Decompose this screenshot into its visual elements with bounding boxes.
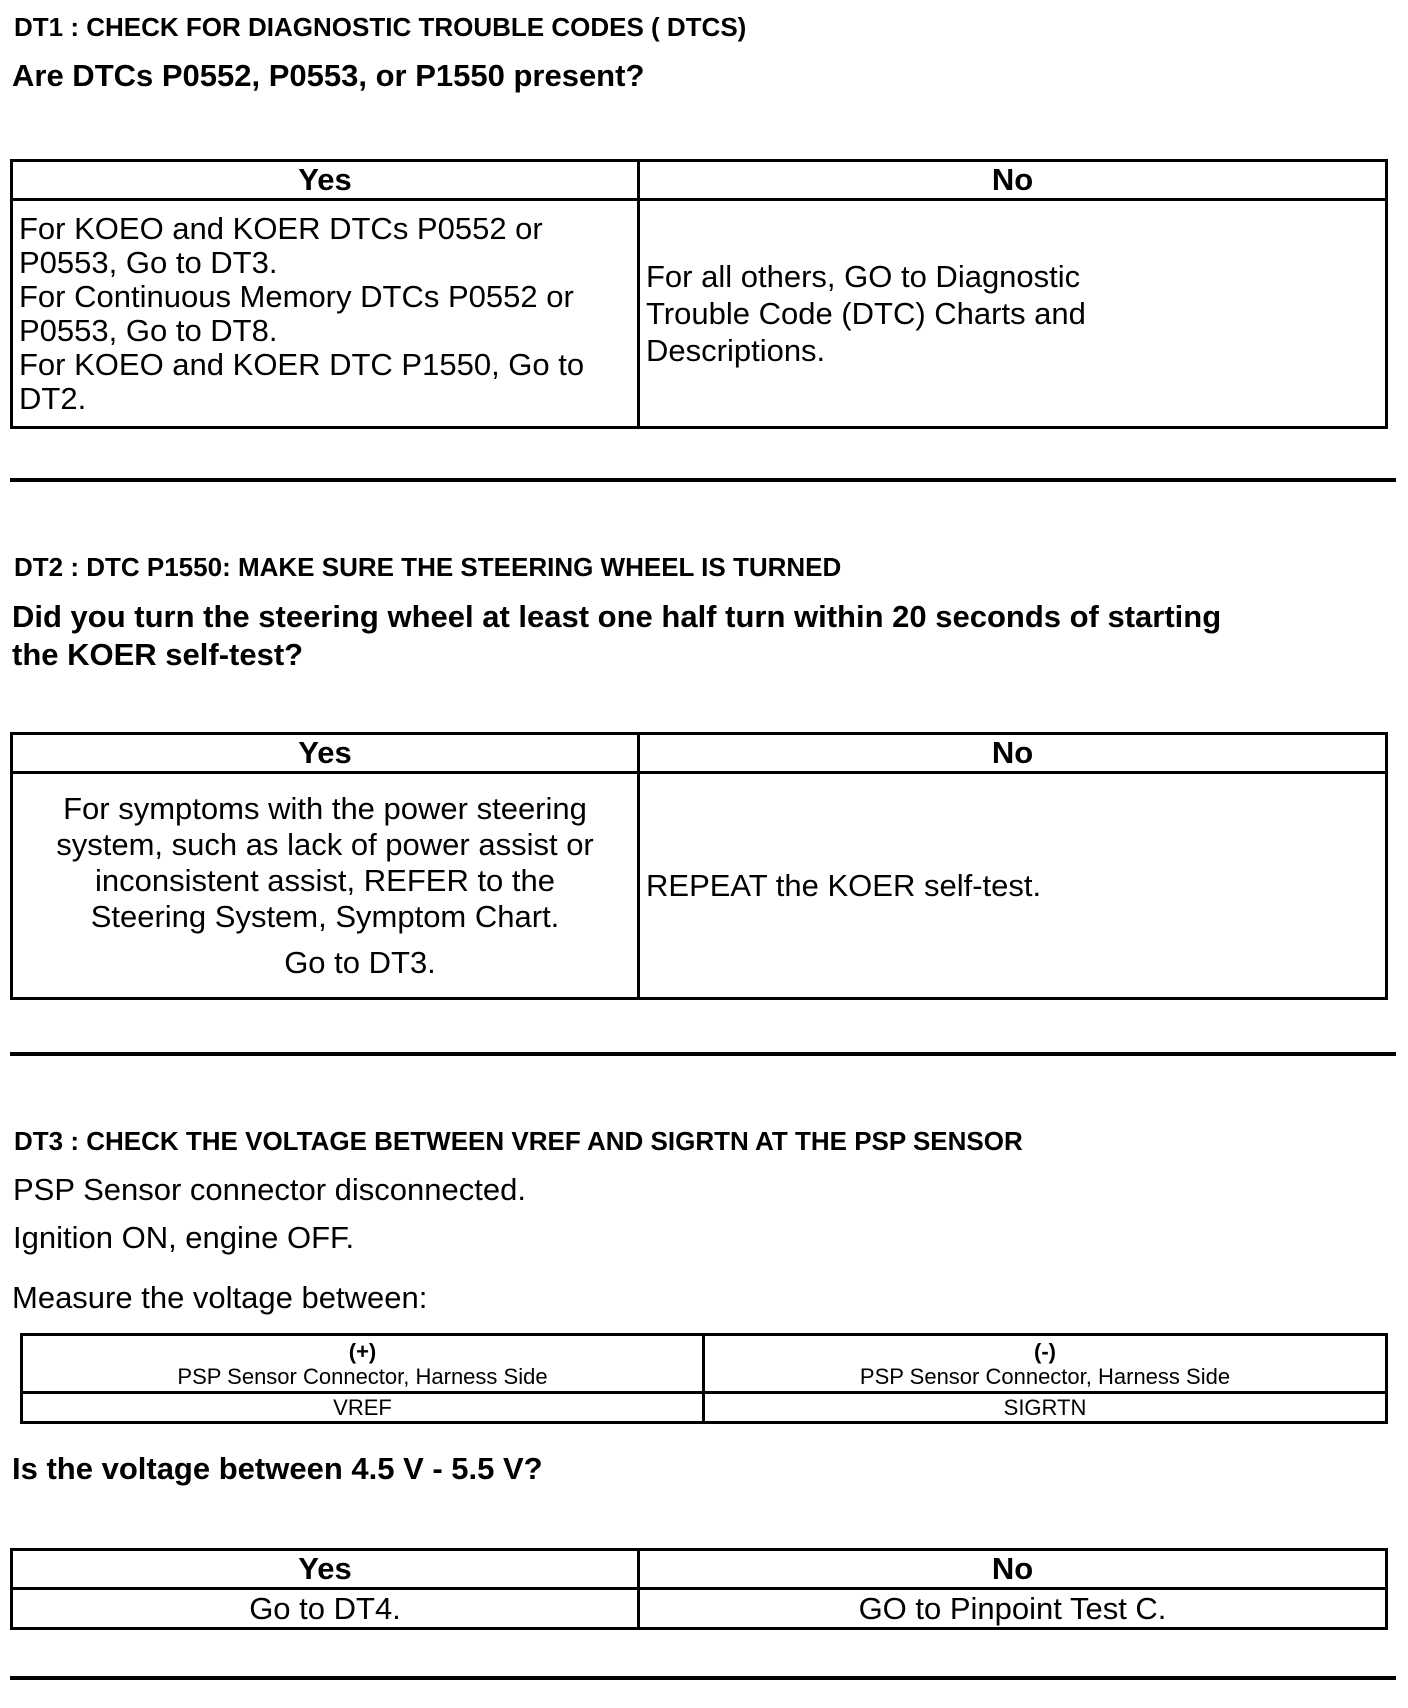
dt2-no-header: No: [639, 734, 1387, 773]
section-divider: [10, 1676, 1396, 1680]
dt1-title: DT1 : CHECK FOR DIAGNOSTIC TROUBLE CODES ( DTCS): [14, 12, 747, 42]
dt1-yes-line: For Continuous Memory DTCs P0552 or: [19, 278, 574, 314]
positive-value: VREF: [22, 1393, 704, 1423]
dt3-answer-table: [10, 1548, 1388, 1630]
dt3-yes-cell: Go to DT4.: [12, 1589, 639, 1629]
dt2-title: DT2 : DTC P1550: MAKE SURE THE STEERING WHEEL IS TURNED: [14, 552, 842, 582]
dt2-yes-header: Yes: [12, 734, 639, 773]
dt1-yes-line: P0553, Go to DT3.: [19, 244, 278, 280]
negative-lead-header: [704, 1335, 1387, 1393]
dt2-yes-line: Steering System, Symptom Chart.: [90, 898, 560, 934]
dt1-yes-line: DT2.: [19, 380, 87, 416]
dt1-yes-line: For KOEO and KOER DTCs P0552 or: [19, 210, 543, 246]
dt2-no-cell: REPEAT the KOER self-test.: [639, 773, 1387, 999]
dt3-instruction: Ignition ON, engine OFF.: [13, 1220, 355, 1255]
dt2-yes-line: inconsistent assist, REFER to the: [94, 862, 556, 898]
dt1-yes-line: For KOEO and KOER DTC P1550, Go to: [19, 346, 585, 382]
dt3-no-cell: GO to Pinpoint Test C.: [639, 1589, 1387, 1629]
dt2-yes-line: For symptoms with the power steering: [63, 790, 587, 826]
dt3-measure-label: Measure the voltage between:: [12, 1280, 428, 1315]
dt1-yes-line: P0553, Go to DT8.: [19, 312, 278, 348]
dt3-measure-table: [20, 1333, 1388, 1424]
dt1-no-line: For all others, GO to Diagnostic: [646, 259, 1081, 294]
dt3-no-header: No: [639, 1550, 1387, 1589]
dt1-no-line: Trouble Code (DTC) Charts and: [646, 296, 1086, 331]
dt2-answer-table: [10, 732, 1388, 1000]
dt1-no-cell: [639, 200, 1387, 428]
dt2-question-line: the KOER self-test?: [12, 637, 304, 672]
positive-label: PSP Sensor Connector, Harness Side: [177, 1363, 548, 1389]
negative-value: SIGRTN: [704, 1393, 1387, 1423]
positive-lead-header: [22, 1335, 704, 1393]
dt3-question: Is the voltage between 4.5 V - 5.5 V?: [12, 1451, 543, 1486]
dt1-yes-cell: [12, 200, 639, 428]
dt2-yes-line: system, such as lack of power assist or: [56, 826, 594, 862]
negative-label: PSP Sensor Connector, Harness Side: [859, 1363, 1231, 1389]
dt1-question: Are DTCs P0552, P0553, or P1550 present?: [12, 58, 645, 93]
dt1-yes-header: Yes: [12, 161, 639, 200]
dt3-instruction: PSP Sensor connector disconnected.: [13, 1172, 526, 1207]
dt2-yes-line: Go to DT3.: [284, 944, 436, 980]
dt2-question-line: Did you turn the steering wheel at least one half turn within 20 seconds of starting: [12, 599, 1222, 634]
dt2-yes-cell: [12, 773, 639, 999]
dt1-answer-table: [10, 159, 1388, 429]
dt1-no-line: Descriptions.: [646, 333, 826, 368]
dt3-yes-header: Yes: [12, 1550, 639, 1589]
positive-symbol: (+): [348, 1338, 377, 1364]
negative-symbol: (-): [1034, 1338, 1056, 1364]
section-divider: [10, 478, 1396, 482]
dt1-no-header: No: [639, 161, 1387, 200]
dt3-title: DT3 : CHECK THE VOLTAGE BETWEEN VREF AND SIGRTN AT THE PSP SENSOR: [14, 1126, 1023, 1156]
section-divider: [10, 1052, 1396, 1056]
dt2-question: [12, 598, 1392, 674]
